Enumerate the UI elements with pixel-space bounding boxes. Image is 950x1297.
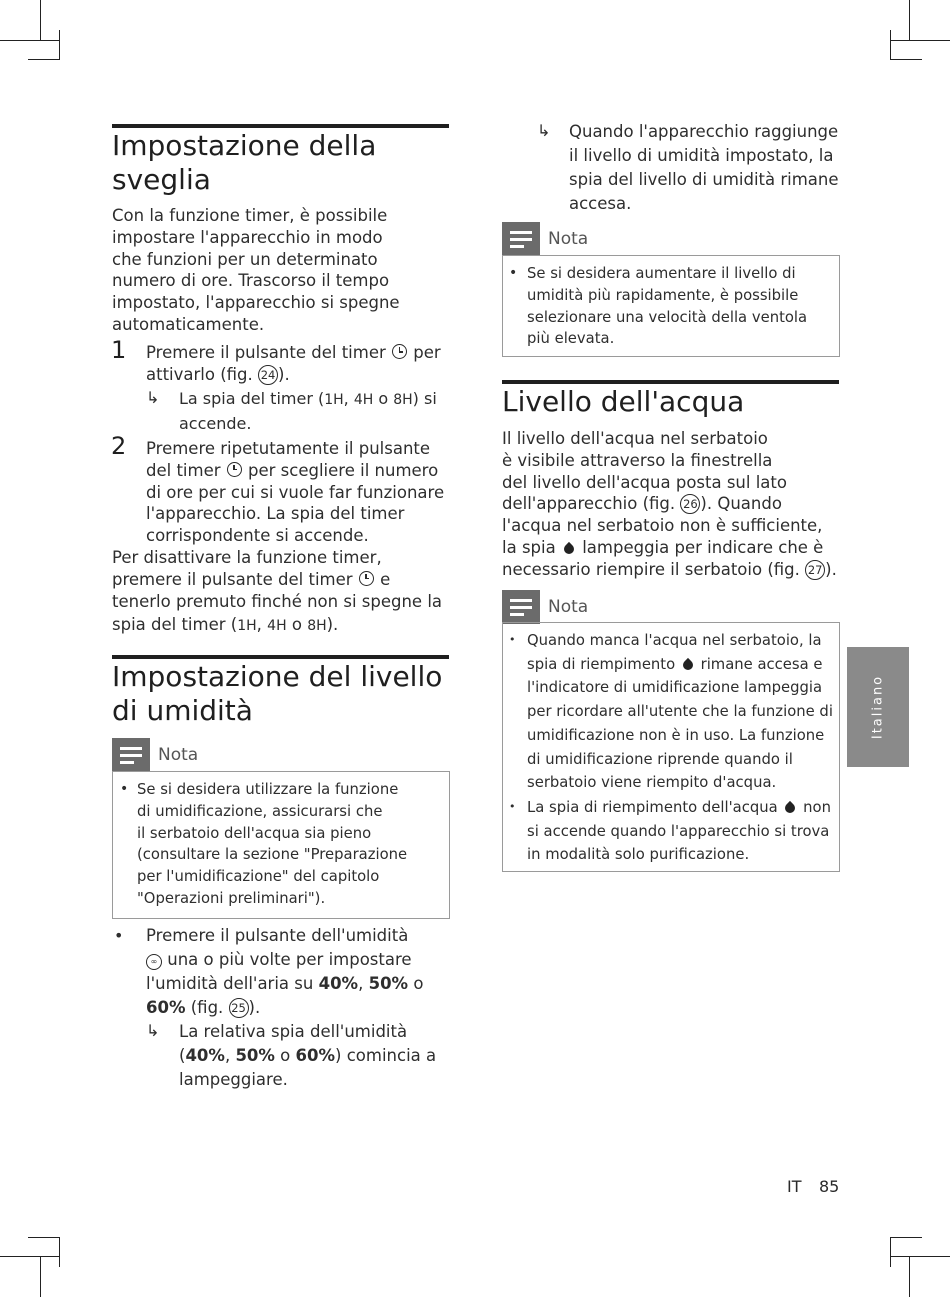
water-drop-icon bbox=[681, 658, 695, 672]
humidity-reached-result bbox=[569, 120, 844, 216]
text: la spia bbox=[502, 537, 556, 557]
section-rule bbox=[502, 380, 839, 384]
crop-mark bbox=[28, 59, 60, 60]
text: per ricordare all'utente che la funzione di bbox=[527, 703, 833, 721]
figure-reference: 27 bbox=[805, 560, 825, 580]
timer-1h-label: 1H bbox=[324, 392, 344, 408]
timer-4h-label: 4H bbox=[267, 618, 287, 635]
title-line: sveglia bbox=[112, 163, 211, 196]
section-rule bbox=[112, 124, 449, 128]
step-2-text bbox=[146, 438, 451, 547]
bullet-mark: • bbox=[120, 781, 129, 797]
text: Premere il pulsante del timer bbox=[146, 343, 386, 362]
text: l'indicatore di umidificazione lampeggia bbox=[527, 679, 823, 697]
result-arrow-icon: ↳ bbox=[537, 121, 551, 140]
step-number: 2 bbox=[111, 432, 127, 460]
text: è visibile attraverso la finestrella bbox=[502, 450, 773, 470]
note-text bbox=[137, 779, 442, 910]
text: Il livello dell'acqua nel serbatoio bbox=[502, 429, 768, 448]
note-text bbox=[527, 629, 835, 795]
text: accesa. bbox=[569, 194, 632, 213]
timer-1h-label: 1H bbox=[237, 618, 257, 635]
text: Se si desidera utilizzare la funzione bbox=[137, 781, 399, 798]
text: dell'apparecchio (fig. bbox=[502, 494, 676, 514]
crop-mark bbox=[890, 1237, 891, 1267]
note-label: Nota bbox=[158, 745, 199, 765]
text-line: numero di ore. Trascorso il tempo bbox=[112, 271, 390, 291]
text: una o più volte per impostare bbox=[167, 950, 412, 969]
text: accende. bbox=[179, 414, 252, 433]
text: il serbatoio dell'acqua sia pieno bbox=[137, 824, 372, 842]
text: attivarlo (fig. bbox=[146, 364, 253, 384]
humidity-value: 50% bbox=[368, 974, 409, 993]
section-title bbox=[112, 129, 376, 197]
figure-reference: 25 bbox=[229, 998, 249, 1018]
humidity-instruction bbox=[146, 924, 451, 1020]
text: per bbox=[413, 343, 441, 362]
text-line: Con la funzione timer, è possibile bbox=[112, 206, 388, 225]
note-label: Nota bbox=[548, 229, 589, 249]
text: serbatoio viene riempito d'acqua. bbox=[527, 774, 777, 792]
text: l'apparecchio. La spia del timer bbox=[146, 504, 405, 524]
crop-mark bbox=[59, 1237, 60, 1267]
title-line: di umidità bbox=[112, 694, 253, 727]
crop-mark bbox=[909, 1257, 910, 1297]
note-text bbox=[527, 796, 835, 867]
section-title: Livello dell'acqua bbox=[502, 385, 745, 418]
text: , bbox=[358, 974, 369, 993]
text-line: che funzioni per un determinato bbox=[112, 249, 378, 269]
text-line: automaticamente. bbox=[112, 314, 265, 334]
result-arrow-icon: ↳ bbox=[146, 388, 160, 407]
crop-mark bbox=[909, 0, 910, 40]
text: tenerlo premuto finché non si spegne la bbox=[112, 591, 443, 611]
figure-reference: 24 bbox=[258, 365, 278, 385]
text: La relativa spia dell'umidità bbox=[179, 1022, 408, 1041]
water-level-paragraph bbox=[502, 428, 847, 581]
step-number: 1 bbox=[111, 336, 127, 364]
footer-language: IT bbox=[787, 1177, 802, 1196]
result-arrow-icon: ↳ bbox=[146, 1021, 160, 1040]
intro-paragraph bbox=[112, 205, 452, 336]
text: spia del livello di umidità rimane bbox=[569, 170, 839, 189]
text: in modalità solo purificazione. bbox=[527, 846, 750, 864]
text: ). bbox=[326, 615, 339, 635]
clock-icon bbox=[227, 462, 242, 477]
text: non bbox=[803, 799, 831, 816]
water-drop-icon bbox=[783, 801, 797, 815]
text: per scegliere il numero bbox=[248, 460, 439, 480]
crop-mark bbox=[890, 30, 891, 60]
text: del timer bbox=[146, 460, 221, 480]
bullet-mark: • bbox=[509, 633, 516, 646]
language-tab-label: Italiano bbox=[870, 674, 886, 740]
text: l'acqua nel serbatoio non è sufficiente, bbox=[502, 516, 823, 536]
note-icon bbox=[502, 222, 540, 256]
text: ). bbox=[248, 998, 261, 1017]
text: Per disattivare la funzione timer, bbox=[112, 548, 382, 567]
bullet-mark: • bbox=[509, 265, 518, 281]
text: corrispondente si accende. bbox=[146, 526, 369, 546]
text-line: impostato, l'apparecchio si spegne bbox=[112, 293, 400, 313]
text: rimane accesa e bbox=[700, 655, 823, 673]
text: per l'umidificazione" del capitolo bbox=[137, 868, 380, 886]
text: (consultare la sezione "Preparazione bbox=[137, 846, 408, 864]
text: o bbox=[408, 974, 424, 993]
timer-8h-label: 8H bbox=[307, 618, 327, 635]
title-line: Impostazione della bbox=[112, 129, 377, 162]
text: il livello di umidità impostato, la bbox=[569, 146, 834, 165]
text: o bbox=[373, 389, 394, 408]
text: Premere ripetutamente il pulsante bbox=[146, 439, 431, 458]
text: Quando manca l'acqua nel serbatoio, la bbox=[527, 632, 822, 649]
text: umidità più rapidamente, è possibile bbox=[527, 286, 799, 304]
text: , bbox=[224, 1046, 236, 1065]
text: ) comincia a bbox=[335, 1046, 437, 1065]
text: La spia del timer ( bbox=[179, 389, 325, 408]
text: lampeggiare. bbox=[179, 1070, 288, 1089]
text: Premere il pulsante dell'umidità bbox=[146, 926, 409, 945]
crop-mark bbox=[0, 40, 60, 41]
text: ). bbox=[825, 559, 837, 579]
note-icon bbox=[112, 738, 150, 772]
text: o bbox=[274, 1046, 296, 1065]
text-line: impostare l'apparecchio in modo bbox=[112, 227, 383, 247]
crop-mark bbox=[28, 1237, 60, 1238]
text: umidificazione non è in uso. La funzione bbox=[527, 726, 825, 744]
text: Se si desidera aumentare il livello di bbox=[527, 265, 796, 282]
figure-reference: 26 bbox=[680, 494, 700, 514]
step-1-text bbox=[146, 342, 451, 386]
text: ) si bbox=[412, 389, 437, 408]
text: ). Quando bbox=[700, 494, 782, 514]
crop-mark bbox=[890, 1256, 950, 1257]
text: , bbox=[343, 389, 354, 408]
text: "Operazioni preliminari"). bbox=[137, 889, 326, 907]
text: selezionare una velocità della ventola bbox=[527, 308, 808, 326]
text: spia di riempimento bbox=[527, 655, 676, 673]
humidity-value: 60% bbox=[146, 998, 186, 1017]
page-number: 85 bbox=[819, 1177, 840, 1196]
text: di umidificazione, assicurarsi che bbox=[137, 802, 383, 820]
humidity-value: 50% bbox=[235, 1046, 275, 1065]
text: Quando l'apparecchio raggiunge bbox=[569, 122, 839, 141]
note-text bbox=[527, 263, 832, 350]
text: più elevata. bbox=[527, 330, 615, 348]
text: necessario riempire il serbatoio (fig. bbox=[502, 559, 800, 579]
text: La spia di riempimento dell'acqua bbox=[527, 799, 778, 816]
text: si accende quando l'apparecchio si trova bbox=[527, 822, 830, 840]
text: lampeggia per indicare che è bbox=[582, 537, 824, 557]
text: (fig. bbox=[185, 998, 224, 1017]
bullet-mark: • bbox=[114, 926, 124, 945]
text: e bbox=[380, 569, 391, 589]
text: di umidificazione riprende quando il bbox=[527, 750, 793, 768]
crop-mark bbox=[890, 59, 922, 60]
text: spia del timer ( bbox=[112, 615, 238, 635]
crop-mark bbox=[0, 1256, 60, 1257]
section-title bbox=[112, 660, 442, 728]
humidity-result bbox=[179, 1020, 454, 1092]
bullet-mark: • bbox=[509, 800, 516, 813]
humidity-value: 40% bbox=[318, 974, 359, 993]
language-tab bbox=[847, 647, 909, 767]
humidity-value: 40% bbox=[185, 1046, 225, 1065]
outro-paragraph bbox=[112, 547, 452, 639]
text: di ore per cui si vuole far funzionare bbox=[146, 482, 445, 502]
step-1-result bbox=[179, 387, 454, 436]
crop-mark bbox=[40, 0, 41, 40]
section-rule bbox=[112, 655, 449, 659]
text: l'umidità dell'aria su bbox=[146, 974, 319, 993]
humidity-value: 60% bbox=[295, 1046, 336, 1065]
text: , bbox=[256, 615, 268, 635]
clock-icon bbox=[359, 571, 374, 586]
timer-8h-label: 8H bbox=[393, 392, 413, 408]
note-icon bbox=[502, 590, 540, 624]
humidity-icon: ∞ bbox=[146, 954, 162, 970]
text: premere il pulsante del timer bbox=[112, 569, 353, 589]
crop-mark bbox=[59, 30, 60, 60]
title-line: Impostazione del livello bbox=[112, 660, 443, 693]
crop-mark bbox=[40, 1257, 41, 1297]
note-label: Nota bbox=[548, 597, 589, 617]
timer-4h-label: 4H bbox=[353, 392, 374, 408]
clock-icon bbox=[392, 344, 407, 359]
crop-mark bbox=[890, 1237, 922, 1238]
text: del livello dell'acqua posta sul lato bbox=[502, 472, 787, 492]
text: ( bbox=[179, 1046, 186, 1065]
crop-mark bbox=[890, 40, 950, 41]
text: ). bbox=[278, 364, 290, 384]
text: o bbox=[286, 615, 308, 635]
water-drop-icon bbox=[562, 542, 576, 556]
